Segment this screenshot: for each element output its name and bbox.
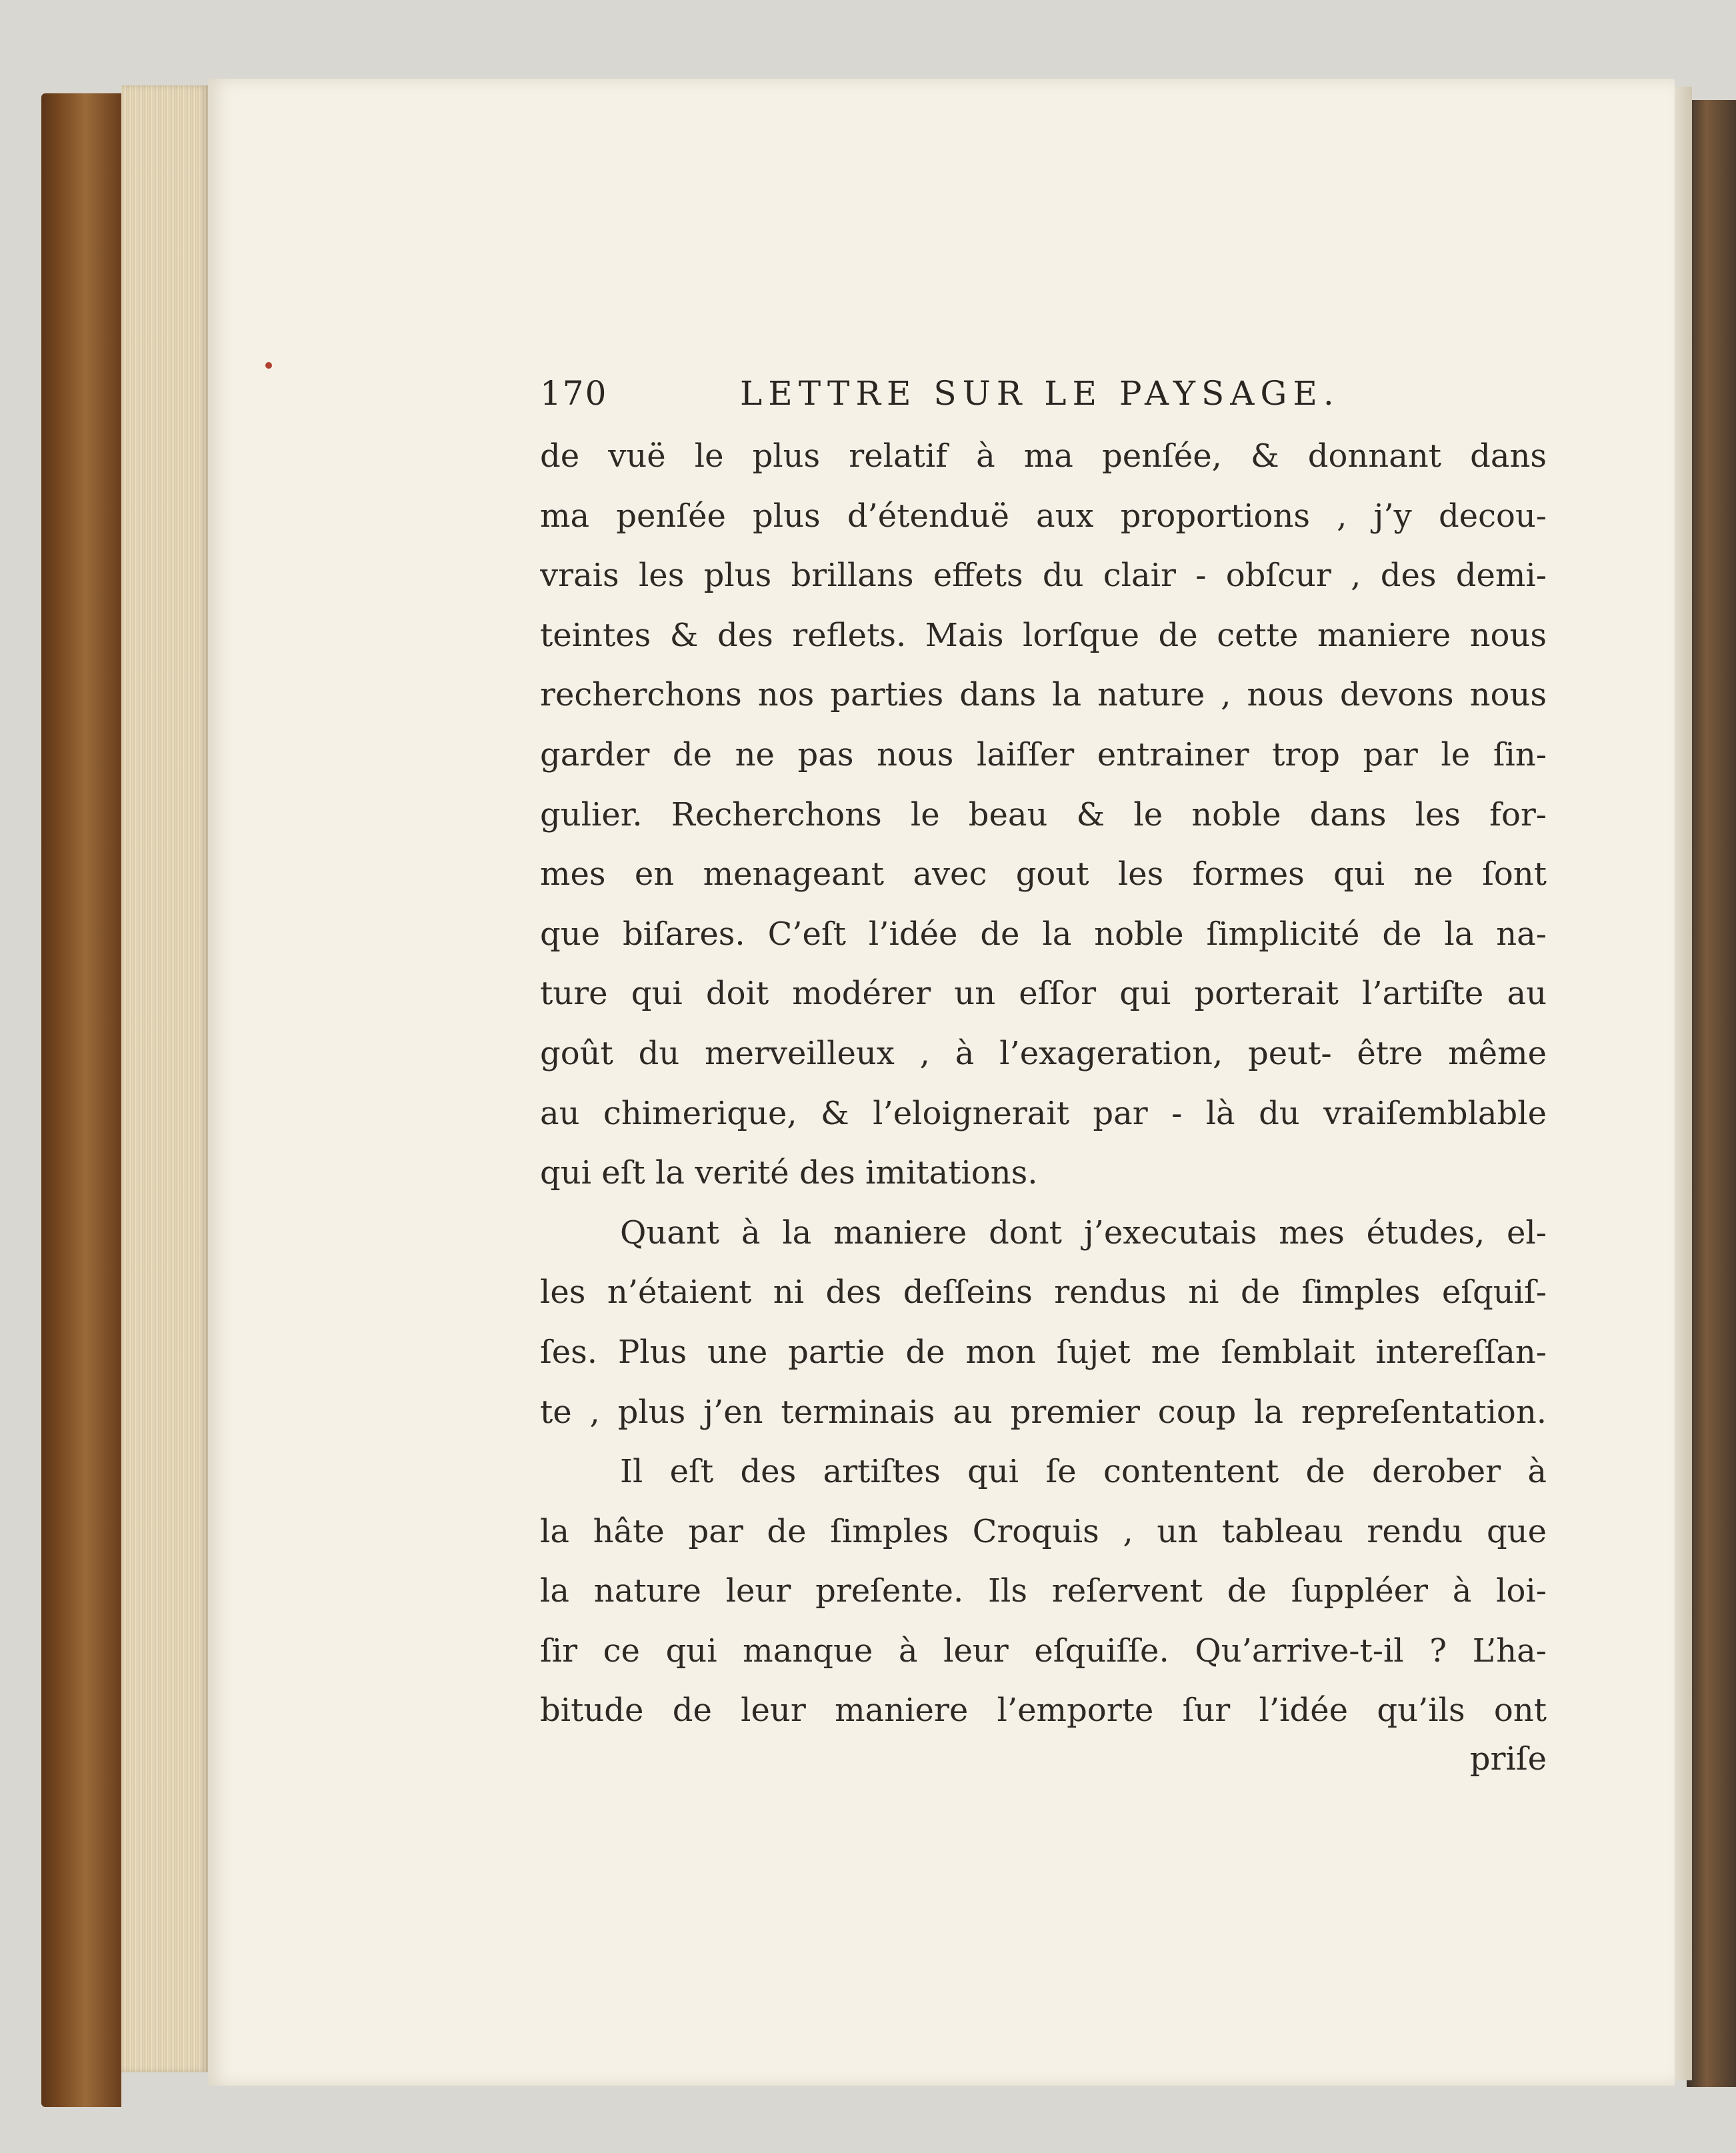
body-text	[540, 427, 1547, 1741]
text-line: la nature leur preſente. Ils reſervent de ſuppléer à loi-	[540, 1572, 1547, 1610]
text-line: teintes & des reflets. Mais lorſque de cette maniere nous	[540, 616, 1547, 654]
text-line: ſes. Plus une partie de mon ſujet me ſemblait intereſſan-	[540, 1333, 1547, 1371]
text-line: Quant à la maniere dont j’executais mes études, el-	[620, 1214, 1547, 1252]
right-binding	[1687, 100, 1736, 2087]
text-line: qui eſt la verité des imitations.	[540, 1154, 1038, 1192]
text-line: Il eſt des artiſtes qui ſe contentent de derober à	[620, 1453, 1547, 1491]
text-line: ſir ce qui manque à leur eſquiſſe. Qu’arrive-t-il ? L’ha-	[540, 1632, 1547, 1670]
page-edges	[121, 85, 208, 2072]
page-header	[540, 370, 1353, 417]
right-page-edge	[1672, 87, 1692, 2080]
text-line: vrais les plus brillans effets du clair - obſcur , des demi-	[540, 557, 1547, 595]
text-line: goût du merveilleux , à l’exageration, peut- être même	[540, 1034, 1547, 1072]
left-binding	[41, 93, 121, 2107]
text-line: de vuë le plus relatif à ma penſée, & donnant dans	[540, 437, 1547, 475]
text-line: les n’étaient ni des deſſeins rendus ni de ſimples eſquiſ-	[540, 1274, 1547, 1312]
text-line: gulier. Recherchons le beau & le noble dans les for-	[540, 795, 1547, 833]
text-line: la hâte par de ſimples Croquis , un tableau rendu que	[540, 1512, 1547, 1550]
text-line: garder de ne pas nous laiſſer entrainer trop par le ſin-	[540, 735, 1547, 773]
running-title: LETTRE SUR LE PAYSAGE.	[740, 374, 1340, 413]
ink-speck	[265, 362, 272, 369]
catchword: priſe	[1469, 1740, 1547, 1778]
text-line: que biſares. C’eſt l’idée de la noble ſimplicité de la na-	[540, 915, 1547, 953]
text-line: ma penſée plus d’étenduë aux proportions , j’y decou-	[540, 497, 1547, 535]
text-line: recherchons nos parties dans la nature , nous devons nous	[540, 676, 1547, 714]
page-number: 170	[540, 374, 608, 413]
text-line: au chimerique, & l’eloignerait par - là du vraiſemblable	[540, 1094, 1547, 1132]
text-line: te , plus j’en terminais au premier coup la repreſentation.	[540, 1393, 1547, 1431]
text-line: mes en menageant avec gout les formes qui ne ſont	[540, 855, 1547, 893]
text-line: bitude de leur maniere l’emporte ſur l’idée qu’ils ont	[540, 1692, 1547, 1730]
text-line: ture qui doit modérer un eſſor qui porterait l’artiſte au	[540, 975, 1547, 1013]
